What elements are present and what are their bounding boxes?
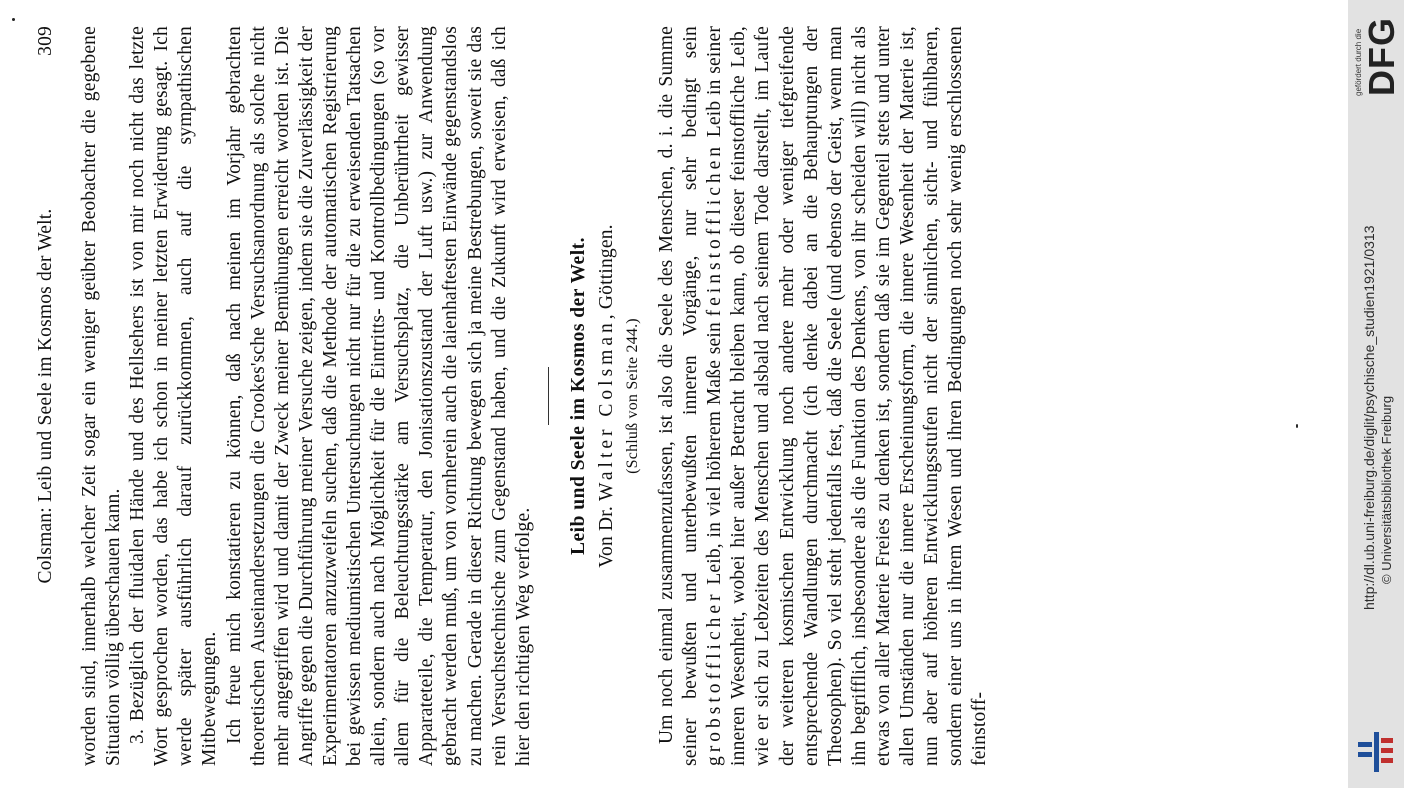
copyright-notice: © Universitätsbibliothek Freiburg	[1379, 395, 1394, 584]
running-header	[34, 26, 64, 766]
page-number: 309	[35, 26, 56, 56]
header-title: Colsman: Leib und Seele im Kosmos der Welt.	[35, 208, 56, 584]
paragraph: Ich freue mich konstatieren zu können, daß nach meinen im Vorjahr gebrachten theoretischen Auseinandersetzungen die Crookes'sche Versuchsanordnung als solche nicht mehr angegriffen wird und damit der Zweck meiner Bemühungen erreicht worden ist. Die Angriffe gegen die Durchführung meiner Versuche zeigen, indem sie die Zuverlässigkeit der Experimentatoren anzuzweifeln suchen, daß die Methode der automatischen Registrierung bei gewissen mediumistischen Untersuchungen nicht nur für die zu erweisenden Tatsachen allein, sondern auch nach Möglichkeit für die Eintritts- und Kontrollbedingungen (so vor allem für die Beleuchtungsstärke am Versuchsplatz, die Unberührtheit gewisser Apparateteile, die Temperatur, den Jonisationszustand der Luft usw.) zur Anwendung gebracht werden muß, um von vornherein auch die laienhaftesten Einwände gegenstandslos zu machen. Gerade in dieser Richtung bewegen sich ja meine Bestrebungen, soweit sie das rein Versuchstechnische zum Gegenstand haben, und die Zukunft wird erweisen, daß ich hier den richtigen Weg verfolge.	[223, 26, 534, 766]
scan-speck	[12, 18, 15, 21]
emphasized-word: feinstofflichen	[704, 142, 726, 317]
ub-freiburg-logo-icon	[1358, 732, 1394, 772]
viewer-sidebar	[1348, 0, 1404, 788]
page-content	[34, 26, 1282, 766]
source-url[interactable]: http://dl.ub.uni-freiburg.de/diglit/psychische_studien1921/0313	[1361, 225, 1377, 610]
article-title: Leib und Seele im Kosmos der Welt.	[567, 237, 589, 556]
section-divider	[548, 367, 549, 425]
sidebar-caption	[1356, 8, 1400, 780]
paragraph: 3. Bezüglich der fluidalen Hände und des Hellsehers ist von mir noch nicht das letzte Wort gesprochen worden, das habe ich schon in meiner letzten Erwiderung gesagt. Ich werde später ausführlich darauf zurückkommen, auch auf die sympathischen Mitbewegungen.	[127, 26, 221, 766]
dfg-subtitle: gefördert durch die	[1354, 28, 1363, 96]
scan-speck	[1296, 424, 1298, 428]
dfg-logo-text: DFG	[1361, 17, 1402, 96]
article-author: Von Dr. Walter Colsman, Göttingen.	[595, 224, 617, 568]
paragraph: Um noch einmal zusammenzufassen, ist also die Seele des Menschen, d. i. die Summe seiner bewußten und unterbewußten inneren Vorgänge, nur sehr bedingt sein grobstofflicher Leib, in viel höherem Maße sein feinstofflichen Leib in seiner inneren Wesenheit, wobei hier außer Betracht bleiben kann, ob dieser feinstoffliche Leib, wie er sich zu Lebzeiten des Menschen und alsbald nach seinem Tode darstellt, im Laufe der weiteren kosmischen Entwicklung noch andere mehr oder weniger tiefgreifende entsprechende Wandlungen durchmacht (ich denke dabei an die Behauptungen der Theosophen). So viel steht jedenfalls fest, daß die Seele (und ebenso der Geist, wenn man ihn begrifflich, insbesondere als die Funktion des Denkens, von ihr scheiden will) nicht als etwas von aller Materie Freies zu denken ist, sondern daß sie im Gegenteil stets und unter allen Umständen nur die innere Erscheinungsform, die innere Wesenheit der Materie ist, nun aber auf höheren Entwicklungsstufen nicht der sinnlichen, sicht- und fühlbaren, sondern einer uns in ihrem Wesen und ihren Bedingungen noch sehr wenig erschlossenen feinstoff-	[656, 25, 991, 766]
emphasized-word: grobstofflicher	[704, 590, 726, 766]
paragraph: worden sind, innerhalb welcher Zeit sogar ein weniger geübter Beobachter die gegebene Situation völlig überschauen kann.	[79, 26, 125, 766]
author-name: Walter Colsman	[595, 319, 617, 501]
article-note: (Schluß von Seite 244.)	[623, 318, 641, 474]
